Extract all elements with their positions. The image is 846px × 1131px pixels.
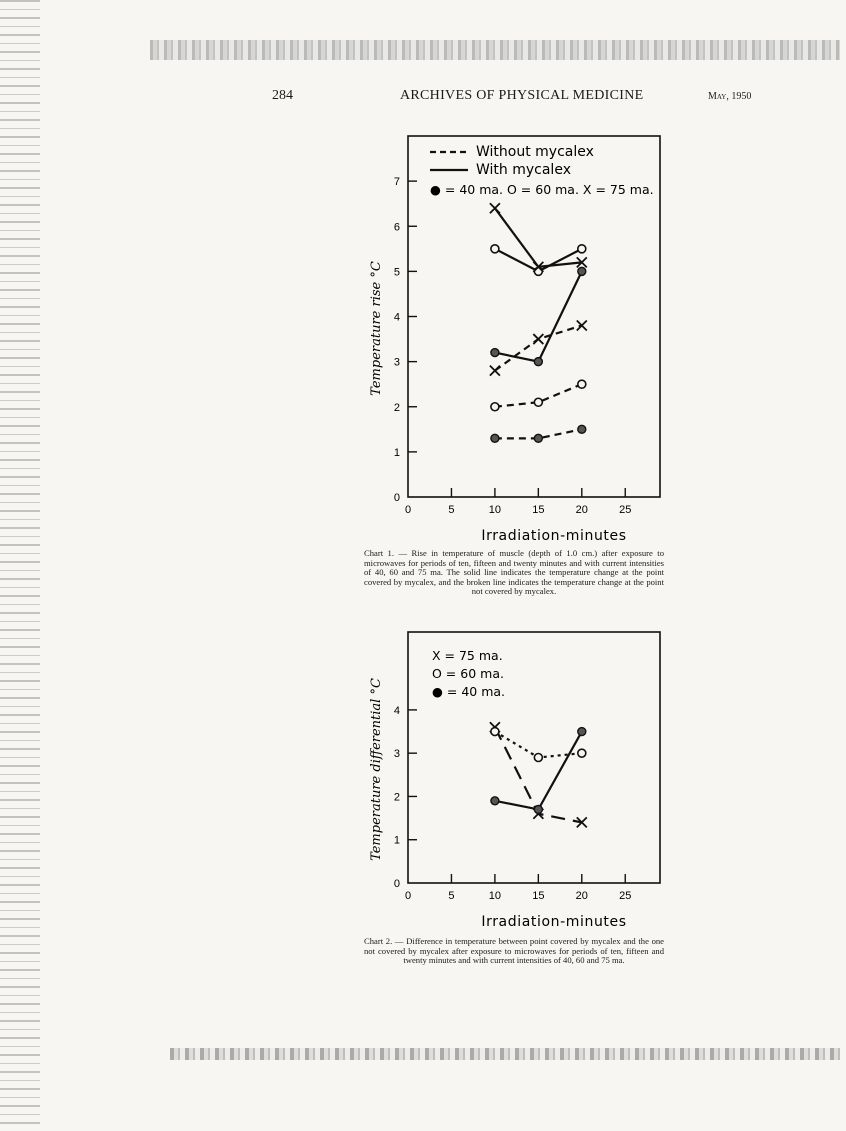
chart2-x-tick-label: 20 bbox=[575, 890, 588, 902]
chart2-y-tick-label: 3 bbox=[393, 748, 400, 761]
chart1-data-point-filled bbox=[534, 358, 542, 366]
chart1-x-tick-label: 20 bbox=[575, 504, 588, 516]
chart1-data-point-circle bbox=[491, 403, 499, 411]
chart1-y-tick-label: 4 bbox=[393, 311, 400, 324]
chart2-x-tick-label: 10 bbox=[488, 890, 502, 902]
chart2-x-axis-label: Irradiation-minutes bbox=[481, 914, 627, 930]
chart1-data-point-x bbox=[490, 366, 500, 376]
chart2-x-tick-label: 5 bbox=[448, 890, 455, 902]
chart2-y-tick-label: 2 bbox=[393, 791, 400, 804]
chart1-caption: Chart 1. — Rise in temperature of muscle (depth of 1.0 cm.) after exposure to microwaves for periods of ten, fifteen and twenty minutes and with current intensities of 40, 60 and 75 ma. The solid line indicates the temperature change at the point covered by mycalex, and the broken line indicates the temperature change at the point not covered by mycalex. bbox=[364, 548, 664, 597]
issue-date: May, 1950 bbox=[708, 91, 752, 102]
chart2-data-point-filled bbox=[491, 797, 499, 805]
chart1-x-tick-label: 10 bbox=[488, 504, 502, 516]
chart1-data-point-filled bbox=[491, 349, 499, 357]
chart1-x-tick-label: 0 bbox=[404, 504, 412, 516]
chart2-legend-entry: ● = 40 ma. bbox=[432, 684, 506, 699]
chart1-data-point-x bbox=[533, 334, 543, 344]
journal-title: ARCHIVES OF PHYSICAL MEDICINE bbox=[400, 88, 644, 103]
chart1-x-tick-label: 15 bbox=[532, 504, 545, 516]
chart1-y-tick-label: 2 bbox=[393, 401, 400, 414]
chart2-y-tick-label: 4 bbox=[393, 704, 400, 717]
chart1-data-point-filled bbox=[578, 267, 586, 275]
chart1-data-point-x bbox=[490, 203, 500, 213]
chart2-legend-entry: O = 60 ma. bbox=[432, 666, 504, 681]
chart2-y-axis-label: Temperature differential °C bbox=[369, 678, 384, 861]
chart2-x-tick-label: 25 bbox=[619, 890, 632, 902]
chart2-series-line-2 bbox=[495, 732, 582, 810]
chart1-legend-entry: With mycalex bbox=[476, 162, 571, 178]
chart2-y-tick-label: 0 bbox=[393, 878, 400, 890]
chart2-x-tick-label: 0 bbox=[404, 890, 412, 902]
chart2-x-tick-label: 15 bbox=[532, 890, 545, 902]
chart1-legend-entry: Without mycalex bbox=[476, 144, 594, 160]
chart1-data-point-circle bbox=[534, 398, 542, 406]
chart1-x-tick-label: 5 bbox=[448, 504, 455, 516]
chart1-y-tick-label: 1 bbox=[393, 446, 400, 459]
chart1-series-line-0 bbox=[495, 271, 582, 361]
chart1-data-point-circle bbox=[578, 245, 586, 253]
chart1-y-tick-label: 3 bbox=[393, 356, 400, 369]
chart1-data-point-circle bbox=[491, 245, 499, 253]
chart2-data-point-filled bbox=[534, 805, 542, 813]
chart1-y-tick-label: 5 bbox=[393, 266, 400, 279]
chart2-caption: Chart 2. — Difference in temperature between point covered by mycalex and the one not covered by mycalex after exposure to microwaves for periods of ten, fifteen and twenty minutes and with current intensities of 40, 60 and 75 ma. bbox=[364, 936, 664, 966]
chart1-data-point-filled bbox=[578, 425, 586, 433]
chart2-data-point-circle bbox=[534, 754, 542, 762]
chart1-data-point-filled bbox=[491, 434, 499, 442]
chart2-legend-entry: X = 75 ma. bbox=[432, 648, 503, 663]
chart1-x-axis-label: Irradiation-minutes bbox=[481, 528, 627, 544]
chart1-y-axis-label: Temperature rise °C bbox=[369, 261, 384, 396]
chart1-x-tick-label: 25 bbox=[619, 504, 632, 516]
chart1-data-point-x bbox=[577, 321, 587, 331]
chart1-y-tick-label: 0 bbox=[393, 492, 400, 504]
chart1-y-tick-label: 7 bbox=[393, 176, 400, 189]
chart1-y-tick-label: 6 bbox=[393, 221, 400, 234]
page-number: 284 bbox=[272, 88, 293, 103]
chart1-legend-markers: ● = 40 ma. O = 60 ma. X = 75 ma. bbox=[430, 182, 654, 197]
chart1-data-point-filled bbox=[534, 434, 542, 442]
chart2-data-point-circle bbox=[578, 749, 586, 757]
chart2-data-point-circle bbox=[491, 728, 499, 736]
chart2-data-point-filled bbox=[578, 728, 586, 736]
chart1-series-line-2 bbox=[495, 208, 582, 267]
chart2-y-tick-label: 1 bbox=[393, 834, 400, 847]
chart1-data-point-circle bbox=[578, 380, 586, 388]
